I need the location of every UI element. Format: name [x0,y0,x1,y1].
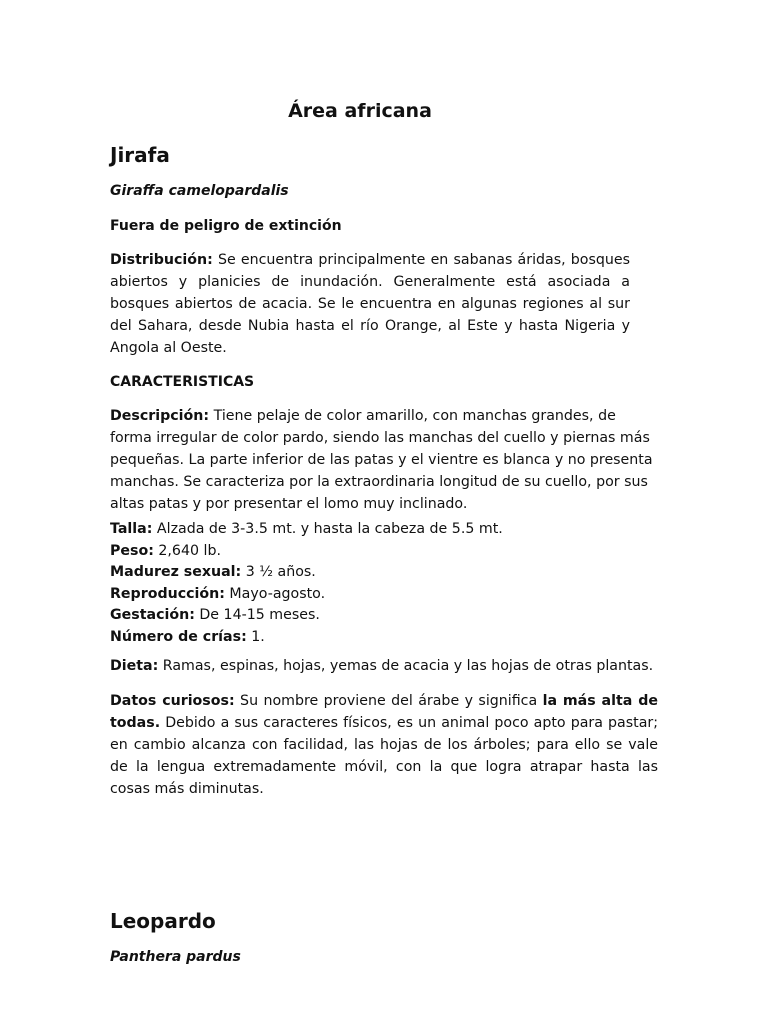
scientific-name-leopardo: Panthera pardus [110,949,241,965]
distribucion-paragraph [110,249,630,359]
section-heading-caracteristicas: CARACTERISTICAS [110,374,255,390]
distribucion-label: Distribución: [110,252,213,268]
dieta-paragraph [110,655,670,677]
fact-value: 1. [246,628,265,645]
descripcion-text: Tiene pelaje de color amarillo, con manchas grandes, de forma irregular de color pardo, siendo las manchas del cuello y piernas más pequeñas. La parte inferior de las patas y el vientre es blanca y no presenta manchas. Se caracteriza por la extraordinaria longitud de su cuello, por sus altas patas y por presentar el lomo muy inclinado. [110,408,653,512]
animal-heading-jirafa: Jirafa [110,143,170,167]
fact-item [110,605,670,627]
curiosos-text-2: Debido a sus caracteres físicos, es un animal poco apto para pastar; en cambio alcanza con facilidad, las hojas de los árboles; para ello se vale de la lengua extremadamente móvil, con la que logra atrapar hasta las cosas más diminutas. [110,715,658,797]
curiosos-label: Datos curiosos: [110,693,235,709]
fact-item [110,519,670,541]
fact-item [110,562,670,584]
datos-curiosos-paragraph [110,690,658,800]
curiosos-bold: la más alta de todas. [110,693,658,731]
page-title: Área africana [288,100,432,122]
descripcion-paragraph [110,405,655,515]
conservation-status: Fuera de peligro de extinción [110,218,342,234]
animal-heading-leopardo: Leopardo [110,909,216,933]
fact-item [110,584,670,606]
fact-label: Gestación: [110,607,195,623]
distribucion-text: Se encuentra principalmente en sabanas áridas, bosques abiertos y planicies de inundación. Generalmente está asociada a bosques abiertos de acacia. Se le encuentra en algunas regiones al sur del Sahara, desde Nubia hasta el río Orange, al Este y hasta Nigeria y Angola al Oeste. [110,252,630,356]
fact-label: Reproducción: [110,585,225,602]
facts-list [110,519,670,648]
descripcion-label: Descripción: [110,408,210,424]
dieta-label: Dieta: [110,658,159,674]
fact-label: Número de crías: [110,628,247,645]
dieta-text: Ramas, espinas, hojas, yemas de acacia y las hojas de otras plantas. [158,658,654,674]
curiosos-text-1: Su nombre proviene del árabe y significa [234,693,543,709]
fact-value: 3 ½ años. [241,564,316,580]
fact-value: De 14-15 meses. [194,607,320,623]
fact-item [110,541,670,563]
fact-value: Mayo-agosto. [224,585,326,602]
fact-value: 2,640 lb. [153,542,221,559]
fact-item [110,627,670,649]
fact-value: Alzada de 3-3.5 mt. y hasta la cabeza de 5.5 mt. [152,521,503,537]
fact-label: Talla: [110,521,153,537]
fact-label: Peso: [110,542,154,559]
scientific-name-jirafa: Giraffa camelopardalis [110,183,289,199]
fact-label: Madurez sexual: [110,564,242,580]
